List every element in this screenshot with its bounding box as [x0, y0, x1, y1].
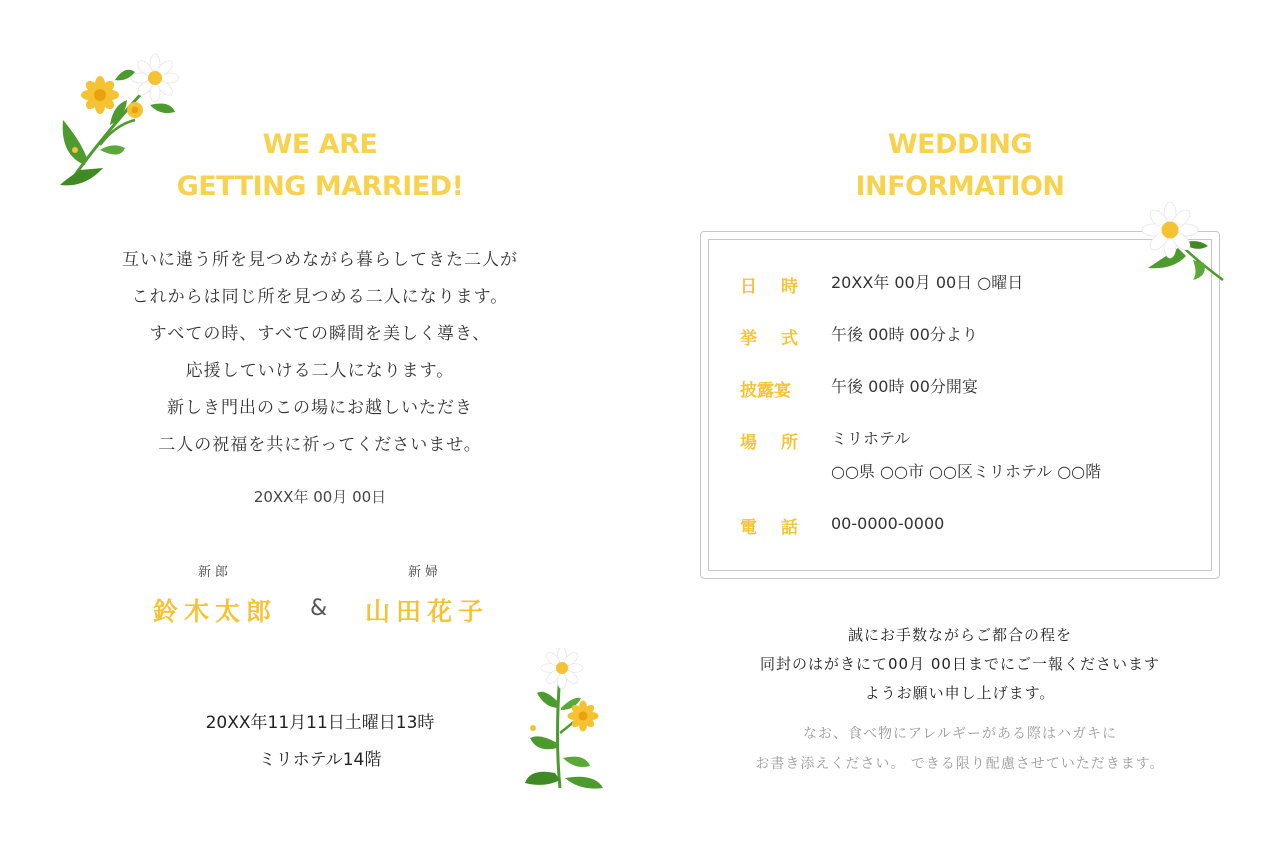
right-heading-line1: WEDDING	[887, 129, 1033, 160]
info-label-text: 披露宴	[740, 381, 791, 401]
info-label-char: 挙	[740, 329, 757, 349]
note-line: なお、食べ物にアレルギーがある際はハガキに	[802, 726, 1118, 742]
info-label-char: 電	[740, 518, 757, 538]
info-label-char: 日	[740, 277, 757, 297]
message-line: すべての時、すべての瞬間を美しく導き、	[149, 324, 491, 344]
info-label-char: 場	[740, 433, 757, 453]
left-heading-line1: WE ARE	[262, 129, 378, 160]
rsvp-line: 誠にお手数ながらご都合の程を	[847, 626, 1072, 644]
message-line: これからは同じ所を見つめる二人になります。	[131, 287, 509, 307]
info-value: 20XX年 00月 00日 ○曜日	[831, 273, 1024, 292]
groom-role: 新郎	[197, 565, 232, 580]
info-label-char: 話	[781, 518, 798, 538]
info-value: 午後 00時 00分開宴	[831, 377, 978, 396]
info-value-address: ○○県 ○○市 ○○区ミリホテル ○○階	[831, 462, 1102, 481]
info-label	[740, 428, 798, 453]
rsvp-line: 同封のはがきにて00月 00日までにご一報くださいます	[760, 655, 1160, 673]
right-heading-line2: INFORMATION	[855, 171, 1065, 202]
message-line: 応援していける二人になります。	[185, 361, 455, 381]
groom-name: 鈴木太郎	[152, 597, 277, 626]
greeting-message	[60, 242, 580, 464]
ampersand: &	[310, 596, 328, 621]
info-value: ミリホテル	[831, 429, 911, 448]
info-value: 00-0000-0000	[831, 514, 945, 533]
rsvp-line: ようお願い申し上げます。	[864, 684, 1056, 702]
message-date: 20XX年 00月 00日	[253, 488, 387, 506]
daisy-corner-icon	[1138, 198, 1230, 288]
right-heading	[760, 124, 1160, 208]
info-label	[740, 376, 802, 401]
note-line: お書き添えください。 できる限り配慮させていただきます。	[755, 756, 1165, 772]
info-label-char: 時	[781, 277, 798, 297]
message-line: 新しき門出のこの場にお越しいただき	[167, 398, 473, 418]
left-heading-line2: GETTING MARRIED!	[176, 171, 464, 202]
bride-name: 山田花子	[364, 597, 489, 626]
bride-role: 新婦	[407, 565, 442, 580]
event-summary	[120, 705, 520, 779]
info-label-char: 所	[781, 433, 798, 453]
info-value: 午後 00時 00分より	[831, 325, 978, 344]
info-label	[740, 272, 798, 297]
rsvp-request	[700, 621, 1220, 708]
info-label	[740, 324, 798, 349]
event-venue: ミリホテル14階	[258, 750, 382, 770]
info-label	[740, 513, 798, 538]
event-datetime: 20XX年11月11日土曜日13時	[205, 713, 435, 733]
info-label-char: 式	[781, 329, 798, 349]
message-line: 二人の祝福を共に祈ってくださいませ。	[158, 435, 482, 455]
daisy-sprig-icon	[515, 648, 610, 793]
right-page	[640, 0, 1280, 866]
allergy-note	[700, 719, 1220, 779]
message-line: 互いに違う所を見つめながら暮らしてきた二人が	[122, 250, 518, 270]
left-heading	[120, 124, 520, 208]
